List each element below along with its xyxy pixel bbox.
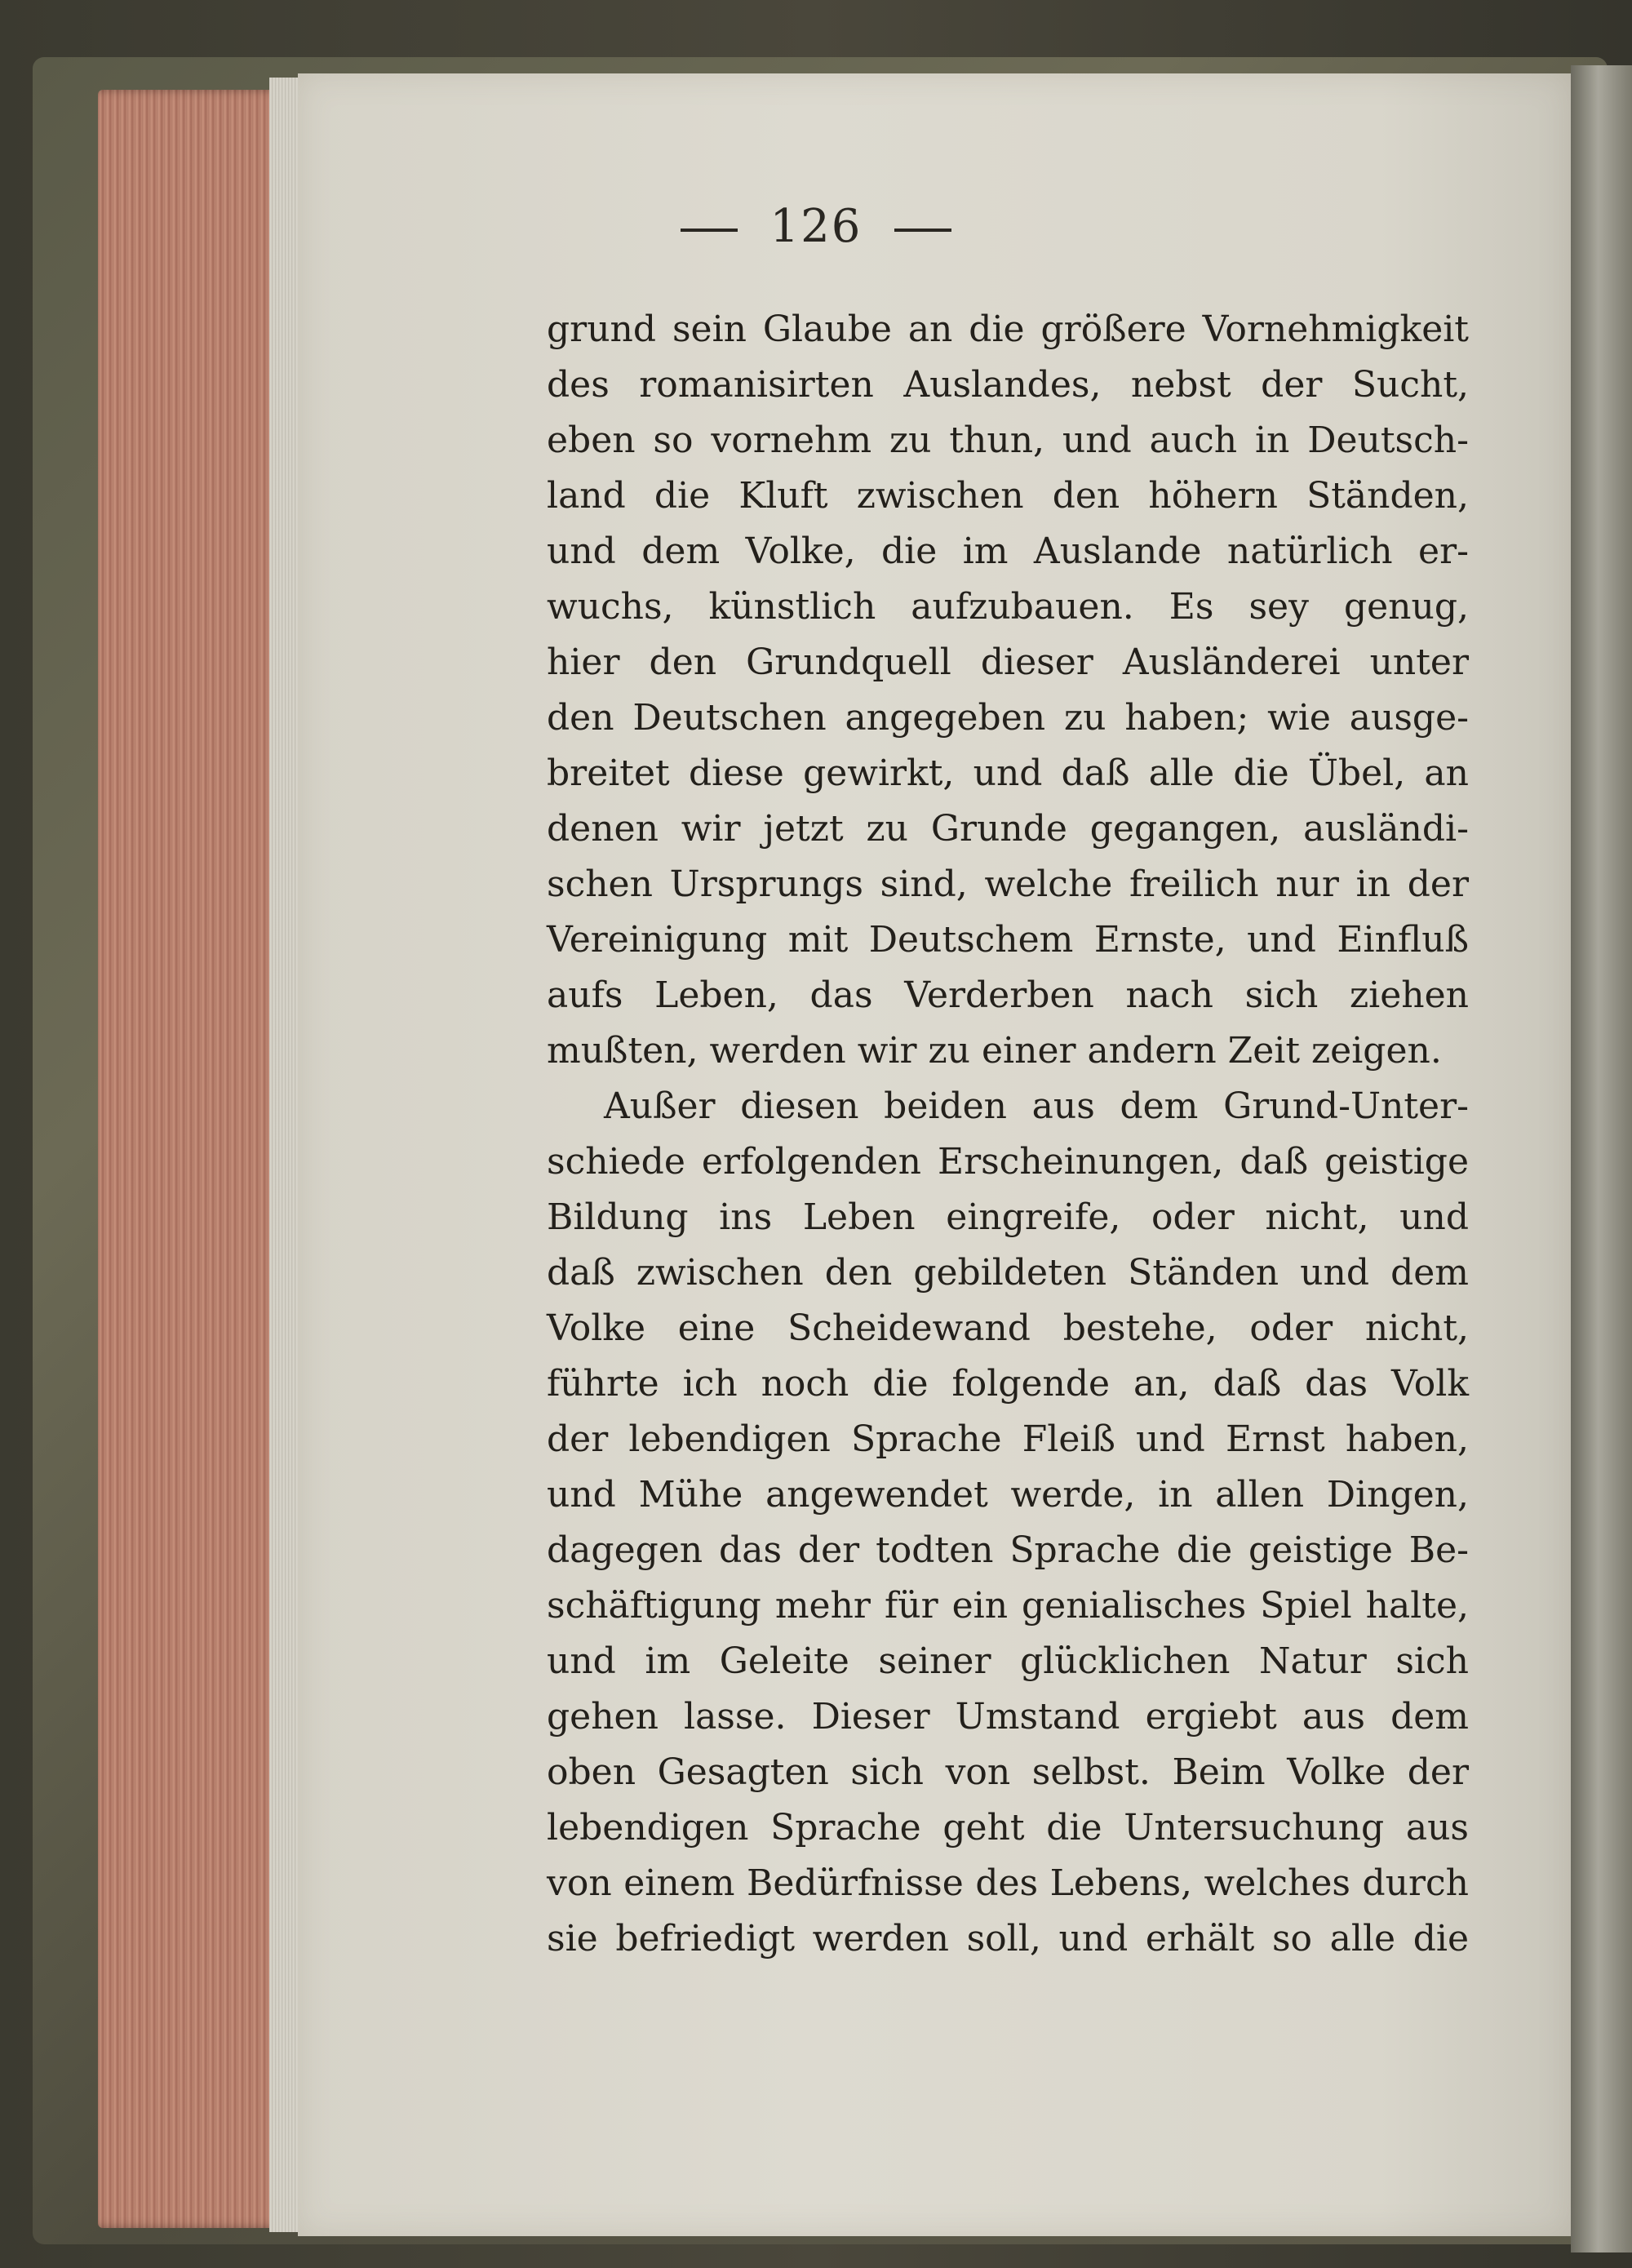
text-line: breitet diese gewirkt, und daß alle die Übel, an [547, 752, 1469, 794]
facing-page-edge [1571, 65, 1632, 2252]
text-line: sie befriedigt werden soll, und erhält so alle die [547, 1918, 1469, 1960]
text-line: grund sein Glaube an die größere Vornehmigkeit [547, 308, 1469, 350]
text-line: mußten, werden wir zu einer andern Zeit zeigen. [547, 1030, 1442, 1072]
text-line: daß zwischen den gebildeten Ständen und dem [547, 1252, 1469, 1294]
page-stack [269, 78, 302, 2232]
page-number: 126 [769, 200, 863, 253]
text-line: hier den Grundquell dieser Ausländerei unter [547, 641, 1469, 683]
text-line: denen wir jetzt zu Grunde gegangen, ausländi- [547, 808, 1469, 850]
text-line: eben so vornehm zu thun, und auch in Deutsch- [547, 419, 1469, 461]
header-dash-left [681, 229, 738, 232]
header-dash-right [894, 229, 951, 232]
text-line: oben Gesagten sich von selbst. Beim Volke der [547, 1751, 1469, 1793]
text-line: schäftigung mehr für ein genialisches Spiel halte, [547, 1585, 1469, 1627]
text-line: gehen lasse. Dieser Umstand ergiebt aus dem [547, 1696, 1469, 1738]
text-line: land die Kluft zwischen den höhern Ständen, [547, 475, 1469, 517]
text-line: des romanisirten Auslandes, nebst der Sucht, [547, 364, 1469, 406]
text-line: und im Geleite seiner glücklichen Natur sich [547, 1640, 1469, 1682]
text-line: wuchs, künstlich aufzubauen. Es sey genug, [547, 586, 1469, 628]
text-line: dagegen das der todten Sprache die geistige Be- [547, 1529, 1469, 1571]
text-line: von einem Bedürfnisse des Lebens, welches durch [547, 1862, 1469, 1904]
text-line: und Mühe angewendet werde, in allen Dingen, [547, 1474, 1469, 1516]
body-text [547, 302, 1469, 1967]
text-line: führte ich noch die folgende an, daß das Volk [547, 1363, 1469, 1405]
text-line: den Deutschen angegeben zu haben; wie ausge- [547, 697, 1469, 739]
text-line: lebendigen Sprache geht die Untersuchung aus [547, 1807, 1469, 1849]
text-line: Bildung ins Leben eingreife, oder nicht, und [547, 1196, 1469, 1238]
text-line: schiede erfolgenden Erscheinungen, daß geistige [547, 1141, 1469, 1183]
text-line: Volke eine Scheidewand bestehe, oder nicht, [547, 1307, 1469, 1349]
page-header [612, 200, 1020, 253]
text-line: und dem Volke, die im Auslande natürlich er- [547, 530, 1469, 572]
text-line: der lebendigen Sprache Fleiß und Ernst haben, [547, 1418, 1469, 1460]
book-fore-edge [98, 90, 286, 2228]
text-line: aufs Leben, das Verderben nach sich ziehen [547, 974, 1469, 1016]
text-line: Außer diesen beiden aus dem Grund-Unter- [604, 1085, 1469, 1127]
text-line: Vereinigung mit Deutschem Ernste, und Einfluß [547, 919, 1469, 961]
text-line: schen Ursprungs sind, welche freilich nur in der [547, 863, 1469, 905]
